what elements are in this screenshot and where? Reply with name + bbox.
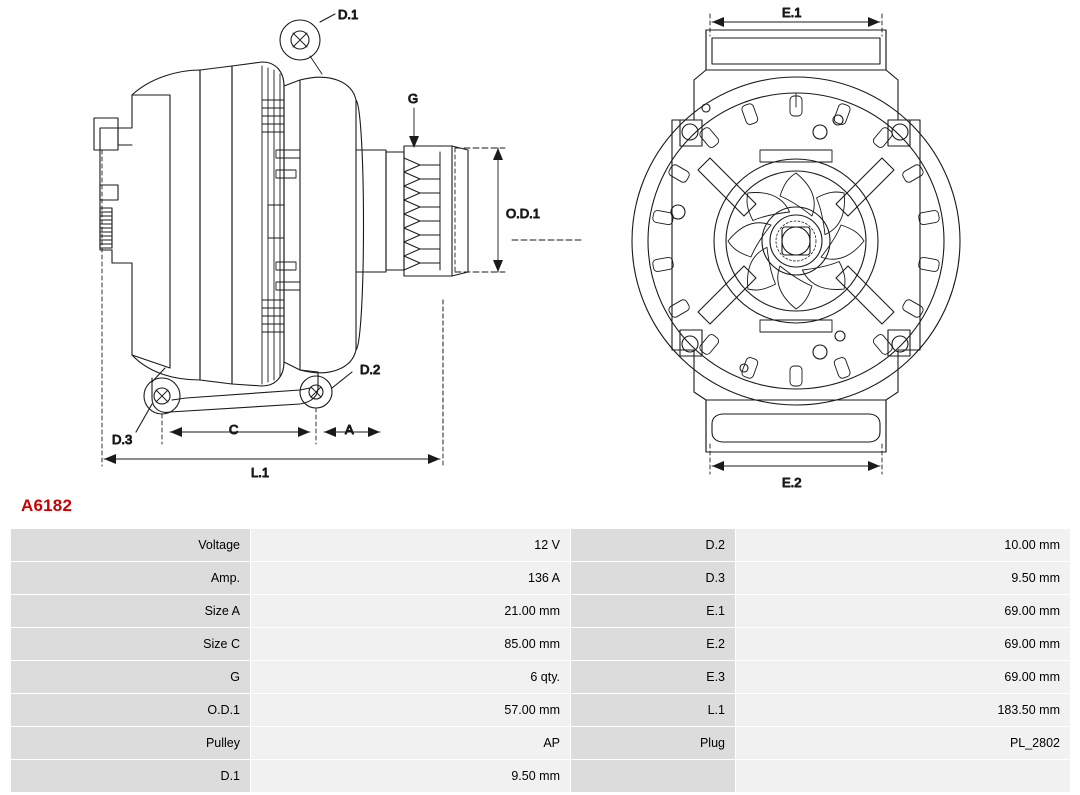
spec-label-e3: E.3 xyxy=(571,661,736,694)
table-row xyxy=(11,628,1071,661)
front-view-group xyxy=(632,30,960,452)
spec-value-size-c: 85.00 mm xyxy=(251,628,571,661)
spec-label-e1: E.1 xyxy=(571,595,736,628)
spec-label-e2: E.2 xyxy=(571,628,736,661)
table-row xyxy=(11,760,1071,793)
spec-value-voltage: 12 V xyxy=(251,529,571,562)
label-l1: L.1 xyxy=(251,465,270,480)
spec-label-pulley: Pulley xyxy=(11,727,251,760)
label-od1: O.D.1 xyxy=(506,206,540,221)
table-row xyxy=(11,562,1071,595)
spec-label-d2: D.2 xyxy=(571,529,736,562)
spec-label-g: G xyxy=(11,661,251,694)
spec-label-d3: D.3 xyxy=(571,562,736,595)
spec-value-e2: 69.00 mm xyxy=(736,628,1071,661)
label-d3: D.3 xyxy=(112,432,133,447)
label-g: G xyxy=(408,91,419,106)
side-view-group xyxy=(94,14,468,432)
spec-value-d3: 9.50 mm xyxy=(736,562,1071,595)
spec-value-g: 6 qty. xyxy=(251,661,571,694)
spec-value-empty xyxy=(736,760,1071,793)
label-e1: E.1 xyxy=(782,5,802,20)
spec-value-e3: 69.00 mm xyxy=(736,661,1071,694)
spec-label-size-c: Size C xyxy=(11,628,251,661)
spec-label-plug: Plug xyxy=(571,727,736,760)
part-number: A6182 xyxy=(21,496,73,515)
label-d2: D.2 xyxy=(360,362,381,377)
spec-value-plug: PL_2802 xyxy=(736,727,1071,760)
spec-label-amp: Amp. xyxy=(11,562,251,595)
spec-label-voltage: Voltage xyxy=(11,529,251,562)
spec-label-size-a: Size A xyxy=(11,595,251,628)
spec-value-d2: 10.00 mm xyxy=(736,529,1071,562)
spec-label-d1: D.1 xyxy=(11,760,251,793)
spec-value-amp: 136 A xyxy=(251,562,571,595)
table-row xyxy=(11,529,1071,562)
table-row xyxy=(11,595,1071,628)
spec-value-size-a: 21.00 mm xyxy=(251,595,571,628)
table-row xyxy=(11,727,1071,760)
spec-value-od1: 57.00 mm xyxy=(251,694,571,727)
label-c: C xyxy=(229,422,239,437)
table-row xyxy=(11,694,1071,727)
fan-blades xyxy=(728,173,864,309)
spec-label-empty xyxy=(571,760,736,793)
label-d1: D.1 xyxy=(338,7,359,22)
spec-label-l1: L.1 xyxy=(571,694,736,727)
spec-label-od1: O.D.1 xyxy=(11,694,251,727)
spec-value-d1: 9.50 mm xyxy=(251,760,571,793)
table-row xyxy=(11,661,1071,694)
label-a: A xyxy=(345,422,354,437)
spec-value-l1: 183.50 mm xyxy=(736,694,1071,727)
spec-value-e1: 69.00 mm xyxy=(736,595,1071,628)
label-e2: E.2 xyxy=(782,475,802,490)
spec-value-pulley: AP xyxy=(251,727,571,760)
specifications-table xyxy=(10,528,1071,793)
